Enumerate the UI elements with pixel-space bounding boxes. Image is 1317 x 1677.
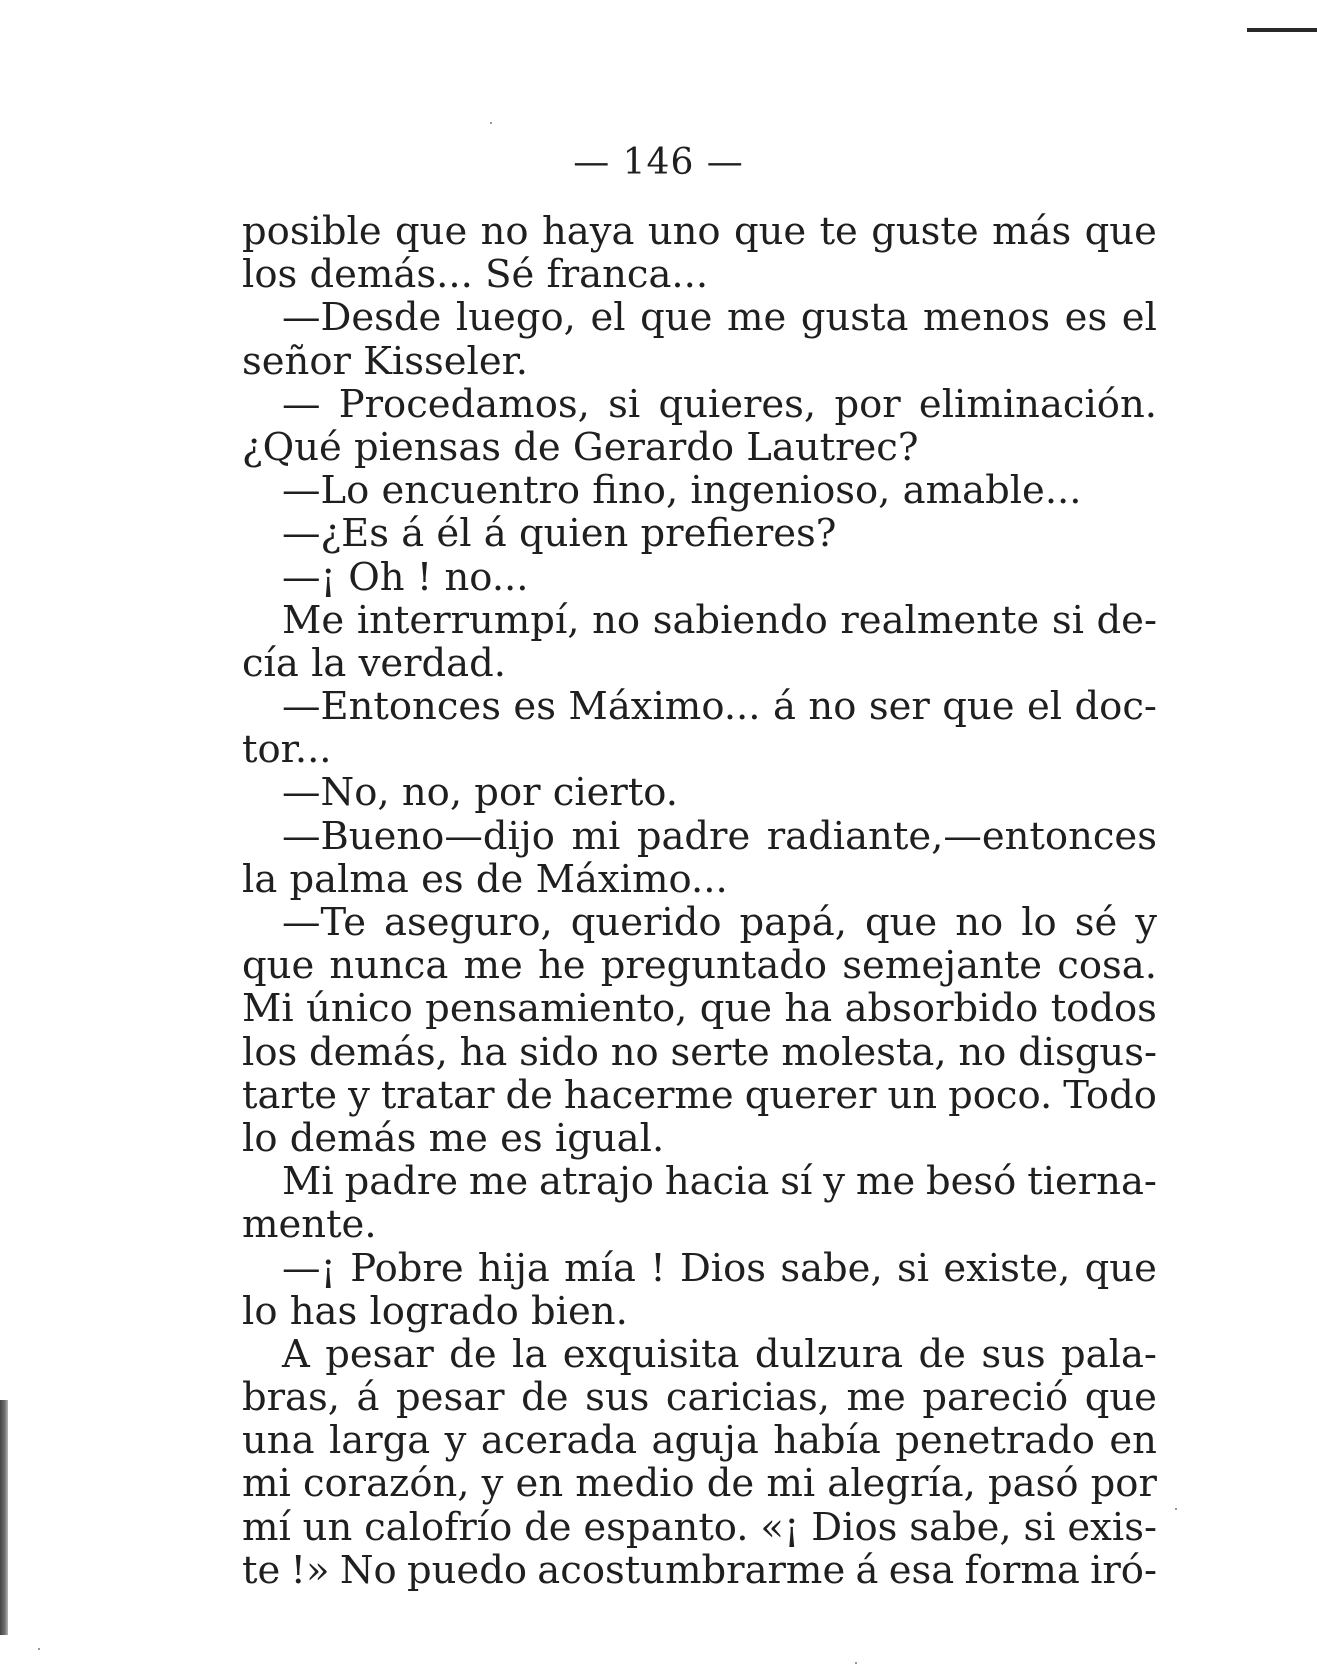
word: demás, bbox=[308, 1029, 448, 1075]
word: espanto. bbox=[583, 1504, 749, 1550]
word: que bbox=[395, 209, 468, 254]
word: por bbox=[1090, 1461, 1157, 1507]
word: puedo bbox=[406, 1547, 528, 1593]
text-line: señor Kisseler. bbox=[242, 338, 529, 384]
word: —Bueno—dijo bbox=[282, 813, 555, 859]
text-line bbox=[242, 987, 1157, 1030]
word: iró- bbox=[1090, 1547, 1157, 1593]
text-line: cía la verdad. bbox=[242, 640, 506, 686]
word: no bbox=[610, 1029, 659, 1075]
page-number: — 146 — bbox=[573, 142, 744, 183]
word: Máximo... bbox=[568, 684, 761, 730]
text-line bbox=[242, 1419, 1157, 1462]
word: si bbox=[608, 381, 641, 427]
word: atrajo bbox=[539, 1159, 654, 1205]
text-line: tor... bbox=[242, 727, 332, 773]
word: si bbox=[1023, 1504, 1056, 1550]
word: me bbox=[846, 1375, 906, 1421]
word: alegría, bbox=[827, 1461, 976, 1507]
word: !» bbox=[290, 1547, 330, 1593]
text-line bbox=[242, 1247, 1157, 1290]
word: ! bbox=[650, 1245, 666, 1291]
word: radiante,—entonces bbox=[766, 813, 1157, 859]
word: exis- bbox=[1067, 1504, 1157, 1550]
word: papá, bbox=[739, 900, 847, 945]
word: y bbox=[444, 1418, 467, 1464]
word: sus bbox=[585, 1375, 650, 1421]
word: —Te bbox=[282, 900, 366, 945]
word: hija bbox=[477, 1245, 550, 1291]
word: lo bbox=[1021, 900, 1057, 945]
word: hacerme bbox=[563, 1072, 734, 1118]
word: A bbox=[282, 1331, 310, 1377]
word: no bbox=[480, 209, 529, 254]
text-line: —¡ Oh ! no... bbox=[282, 554, 529, 600]
word: el bbox=[1121, 295, 1157, 341]
word: no bbox=[808, 684, 857, 730]
word: sabe, bbox=[780, 1245, 883, 1291]
word: acerada bbox=[480, 1418, 638, 1464]
word: pareció bbox=[922, 1375, 1069, 1421]
word: que bbox=[242, 943, 315, 989]
word: besó bbox=[925, 1159, 1017, 1205]
word: Dios bbox=[679, 1245, 767, 1291]
word: la bbox=[512, 1331, 548, 1377]
word: caricias, bbox=[665, 1375, 830, 1421]
word: el bbox=[590, 295, 626, 341]
word: que bbox=[864, 900, 938, 945]
word: realmente bbox=[840, 597, 1040, 643]
word: absorbido bbox=[844, 986, 1039, 1032]
word: ha bbox=[459, 1029, 508, 1075]
word: me bbox=[468, 1159, 529, 1205]
word: mí bbox=[242, 1504, 291, 1550]
word: un bbox=[302, 1504, 353, 1550]
text-line bbox=[242, 599, 1157, 642]
word: forma bbox=[964, 1547, 1080, 1593]
word: ha bbox=[784, 986, 833, 1032]
word: calofrío bbox=[364, 1504, 513, 1550]
word: hacia bbox=[664, 1159, 770, 1205]
word: padre bbox=[636, 813, 751, 859]
text-line: —Lo encuentro fino, ingenioso, amable... bbox=[282, 468, 1082, 514]
text-line: —¿Es á él á quien prefieres? bbox=[282, 511, 837, 557]
word: que bbox=[699, 986, 773, 1032]
word: corazón, bbox=[302, 1461, 470, 1507]
word: sabiendo bbox=[652, 597, 828, 643]
word: quieres, bbox=[658, 381, 817, 427]
word: me bbox=[726, 295, 787, 341]
text-line: mente. bbox=[242, 1202, 377, 1248]
word: Mi bbox=[242, 986, 294, 1032]
word: de bbox=[505, 1072, 553, 1118]
word: medio bbox=[575, 1461, 695, 1507]
word: querido bbox=[570, 900, 722, 945]
word: de bbox=[706, 1461, 755, 1507]
word: disgus- bbox=[1018, 1029, 1157, 1075]
word: de bbox=[918, 1331, 966, 1377]
word: menos bbox=[923, 295, 1051, 341]
text-line bbox=[242, 901, 1157, 944]
word: el bbox=[1026, 684, 1063, 730]
word: de- bbox=[1096, 597, 1157, 643]
word: pesar bbox=[396, 1375, 505, 1421]
word: si bbox=[1051, 597, 1084, 643]
scan-speck bbox=[855, 1662, 857, 1664]
word: semejante bbox=[842, 943, 1043, 989]
word: serte bbox=[670, 1029, 770, 1075]
text-line: —No, no, por cierto. bbox=[282, 770, 679, 816]
text-line bbox=[242, 383, 1157, 426]
text-line: los demás... Sé franca... bbox=[242, 252, 709, 298]
word: mi bbox=[766, 1461, 816, 1507]
word: posible bbox=[242, 209, 382, 254]
word: cosa. bbox=[1057, 943, 1157, 989]
word: me bbox=[855, 1159, 916, 1205]
word: preguntado bbox=[600, 943, 828, 989]
scan-speck bbox=[38, 1648, 40, 1650]
word: querer bbox=[744, 1072, 877, 1118]
word: existe, bbox=[943, 1245, 1071, 1291]
word: que bbox=[640, 295, 713, 341]
text-line bbox=[242, 1031, 1157, 1074]
word: guste bbox=[871, 209, 979, 254]
word: por bbox=[834, 381, 901, 427]
text-line bbox=[242, 296, 1157, 339]
word: —Desde bbox=[282, 295, 442, 341]
word: y bbox=[1135, 900, 1157, 945]
word: haya bbox=[541, 209, 635, 254]
word: y bbox=[348, 1072, 370, 1118]
word: y bbox=[823, 1159, 845, 1205]
word: una bbox=[242, 1418, 315, 1464]
text-line bbox=[242, 210, 1157, 253]
word: sí bbox=[780, 1159, 813, 1205]
word: que bbox=[1084, 209, 1157, 254]
scan-binding-edge bbox=[0, 1400, 8, 1635]
word: gusta bbox=[800, 295, 909, 341]
word: aguja bbox=[651, 1418, 759, 1464]
word: sé bbox=[1074, 900, 1118, 945]
word: te bbox=[242, 1547, 281, 1593]
word: que bbox=[733, 209, 807, 254]
word: acostumbrarme bbox=[537, 1547, 846, 1593]
word: sido bbox=[519, 1029, 599, 1075]
scan-speck bbox=[490, 122, 492, 124]
text-line bbox=[242, 815, 1157, 858]
word: tratar bbox=[380, 1072, 495, 1118]
word: tarte bbox=[242, 1072, 338, 1118]
word: esa bbox=[888, 1547, 955, 1593]
word: único bbox=[306, 986, 413, 1032]
word: — bbox=[282, 381, 321, 427]
word: á bbox=[356, 1375, 380, 1421]
word: mía bbox=[564, 1245, 636, 1291]
text-line bbox=[242, 1074, 1157, 1117]
word: sus bbox=[981, 1331, 1046, 1377]
word: mi bbox=[571, 813, 621, 859]
word: doc- bbox=[1074, 684, 1157, 730]
word: interrumpí, bbox=[356, 597, 580, 643]
word: ser bbox=[868, 684, 930, 730]
text-line bbox=[242, 1462, 1157, 1505]
word: de bbox=[521, 1375, 569, 1421]
text-line: lo demás me es igual. bbox=[242, 1115, 665, 1161]
word: y bbox=[481, 1461, 504, 1507]
word: que bbox=[1084, 1375, 1157, 1421]
word: luego, bbox=[455, 295, 576, 341]
word: de bbox=[449, 1331, 497, 1377]
text-line bbox=[242, 685, 1157, 728]
word: pala- bbox=[1061, 1331, 1157, 1377]
word: Procedamos, bbox=[338, 381, 590, 427]
word: he bbox=[538, 943, 586, 989]
word: padre bbox=[344, 1159, 459, 1205]
text-line: la palma es de Máximo... bbox=[242, 856, 728, 902]
word: —Entonces bbox=[282, 684, 501, 730]
scan-speck bbox=[1175, 1508, 1177, 1510]
word: aseguro, bbox=[383, 900, 553, 945]
word: Dios bbox=[811, 1504, 898, 1550]
word: es bbox=[1064, 295, 1108, 341]
word: si bbox=[896, 1245, 930, 1291]
word: Mi bbox=[282, 1159, 334, 1205]
word: que bbox=[1084, 1245, 1157, 1291]
word: Me bbox=[282, 597, 345, 643]
word: uno bbox=[647, 209, 721, 254]
word: molesta, bbox=[781, 1029, 947, 1075]
word: dulzura bbox=[754, 1331, 904, 1377]
text-line bbox=[242, 1506, 1157, 1549]
word: exquisita bbox=[562, 1331, 740, 1377]
word: más bbox=[992, 209, 1072, 254]
word: larga bbox=[328, 1418, 431, 1464]
word: no bbox=[955, 900, 1004, 945]
word: te bbox=[819, 209, 858, 254]
word: me bbox=[463, 943, 523, 989]
word: pensamiento, bbox=[425, 986, 688, 1032]
word: un bbox=[887, 1072, 938, 1118]
text-line bbox=[242, 1160, 1157, 1203]
word: Pobre bbox=[350, 1245, 464, 1291]
body-text bbox=[242, 210, 1157, 1592]
word: los bbox=[242, 1029, 298, 1075]
word: que bbox=[942, 684, 1015, 730]
word: Todo bbox=[1063, 1072, 1157, 1118]
text-line bbox=[242, 944, 1157, 987]
word: pasó bbox=[987, 1461, 1079, 1507]
word: sabe, bbox=[909, 1504, 1012, 1550]
word: es bbox=[513, 684, 556, 730]
word: mi bbox=[242, 1461, 291, 1507]
word: no bbox=[592, 597, 641, 643]
text-line bbox=[242, 1333, 1157, 1376]
word: á bbox=[855, 1547, 879, 1593]
word: No bbox=[339, 1547, 397, 1593]
top-edge-rule bbox=[1247, 28, 1317, 32]
word: nunca bbox=[329, 943, 449, 989]
word: —¡ bbox=[282, 1245, 336, 1291]
word: pesar bbox=[325, 1331, 434, 1377]
word: penetrado bbox=[895, 1418, 1095, 1464]
text-line bbox=[242, 1376, 1157, 1419]
word: en bbox=[1109, 1418, 1157, 1464]
word: en bbox=[515, 1461, 564, 1507]
word: «¡ bbox=[760, 1504, 800, 1550]
text-line bbox=[242, 1549, 1157, 1592]
word: de bbox=[524, 1504, 572, 1550]
word: todos bbox=[1050, 986, 1157, 1032]
word: tierna- bbox=[1027, 1159, 1157, 1205]
text-line: ¿Qué piensas de Gerardo Lautrec? bbox=[242, 424, 919, 470]
word: había bbox=[773, 1418, 881, 1464]
word: no bbox=[958, 1029, 1007, 1075]
word: bras, bbox=[242, 1375, 340, 1421]
text-line: lo has logrado bien. bbox=[242, 1288, 628, 1334]
word: poco. bbox=[948, 1072, 1053, 1118]
word: eliminación. bbox=[918, 381, 1157, 427]
word: á bbox=[772, 684, 796, 730]
